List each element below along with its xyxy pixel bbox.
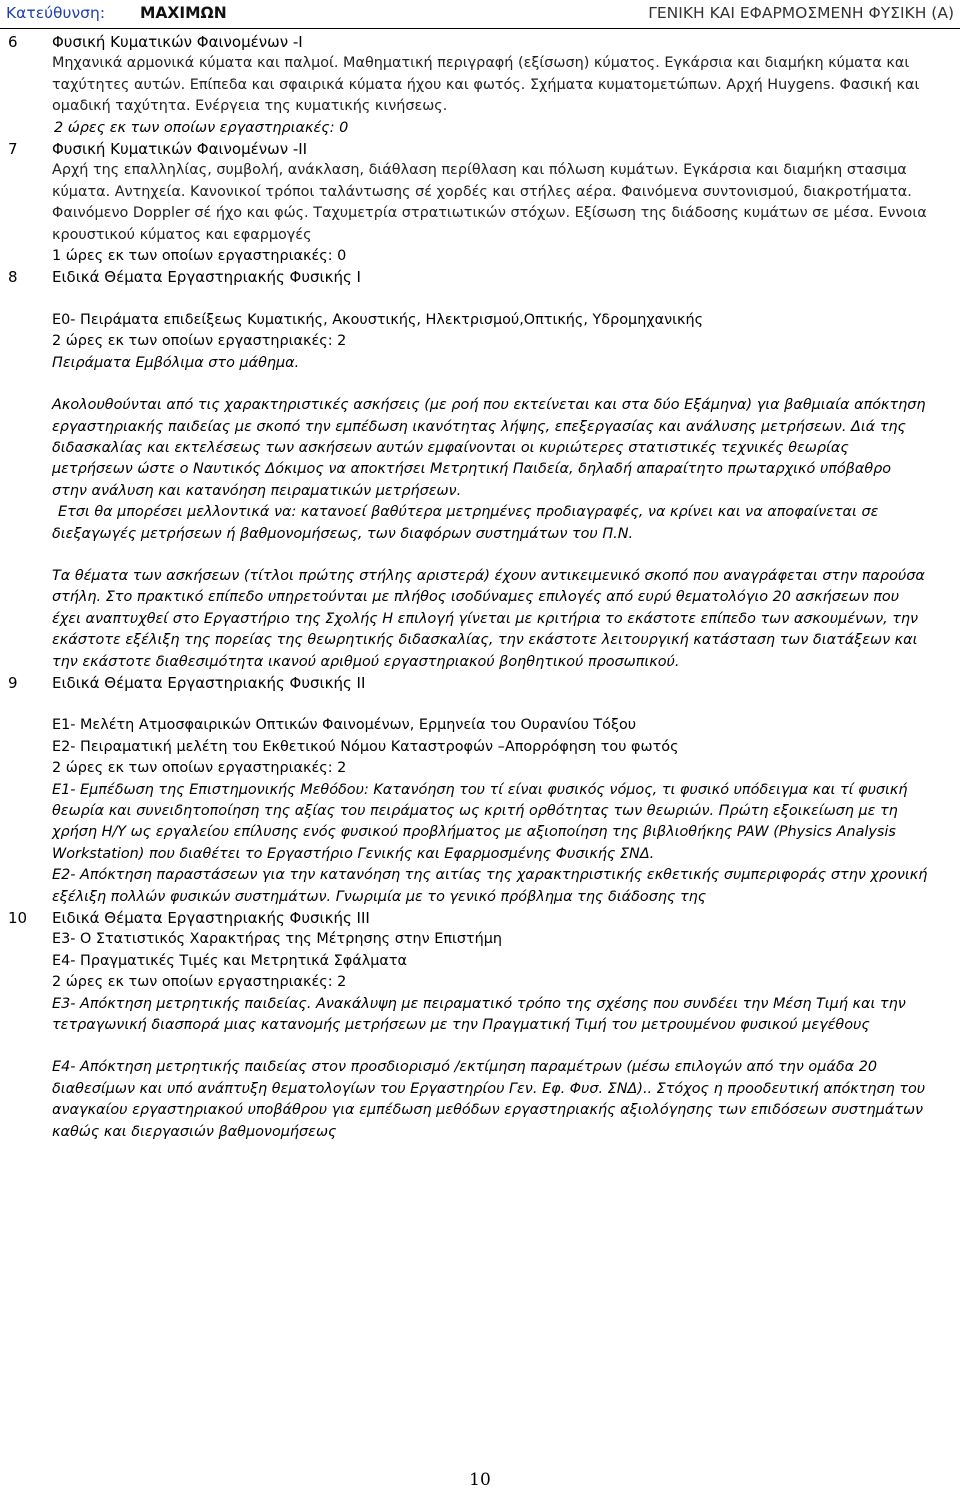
item-number: 9 [8, 673, 18, 692]
item-number: 10 [8, 909, 28, 928]
item-hours: 2 ώρες εκ των οποίων εργαστηριακές: 0 [54, 119, 349, 136]
experiment-e1: Ε1- Μελέτη Ατμοσφαιρικών Οπτικών Φαινομένων, Ερμηνεία του Ουρανίου Τόξου [52, 717, 637, 734]
direction-label: Κατεύθυνση: [6, 4, 106, 22]
syllabus-item-9 [0, 673, 960, 908]
item-title: Ειδικά Θέματα Εργαστηριακής Φυσικής III [52, 909, 370, 928]
item-hours: 2 ώρες εκ των οποίων εργαστηριακές: 2 [52, 333, 347, 350]
item-description: Μηχανικά αρμονικά κύματα και παλμοί. Μαθηματική περιγραφή (εξίσωση) κύματος. Εγκάρσια και διαμήκη κύματα και ταχύτητες αυτών. Επίπεδα και σφαιρικά κύματα ήχου και φωτός. Σχήματα κυματομετώπων. Αρχή Huygens. Φασική και ομαδική ταχύτητα. Ενέργεια της κυματικής κινήσεως. [52, 55, 920, 115]
syllabus-item-8 [0, 267, 960, 673]
syllabus-content [0, 32, 960, 1143]
experiment-e4-description: Ε4- Απόκτηση μετρητικής παιδείας στον προσδιορισμό /εκτίμηση παραμέτρων (μέσω επιλογών από την ομάδα 20 διαθεσίμων και υπό ανάπτυξη θεματολογίων του Εργαστηρίου Γεν. Εφ. Φυσ. ΣΝΔ).. Στόχος η προοδευτική απόκτηση του αναγκαίου εργαστηριακού υποβάθρου για εμπέδωση μεθόδων εργαστηριακής αξιολόγησης των επιδόσεων συστημάτων καθώς και διεργασιών βαθμονομήσεως [52, 1059, 926, 1140]
item-note: Πειράματα Εμβόλιμα στο μάθημα. [52, 354, 300, 371]
item-hours: 2 ώρες εκ των οποίων εργαστηριακές: 2 [52, 760, 347, 777]
item-hours: 2 ώρες εκ των οποίων εργαστηριακές: 2 [52, 974, 347, 991]
experiment-e2-description: Ε2- Απόκτηση παραστάσεων για την κατανόηση της αιτίας της χαρακτηριστικής εκθετικής συμπεριφοράς στην χρονική εξέλιξη πολλών φυσικών συστημάτων. Γνωριμία με το γενικό πρόβλημα της διάδοσης της [52, 867, 928, 905]
experiment-e4: Ε4- Πραγματικές Τιμές και Μετρητικά Σφάλματα [52, 952, 408, 969]
methodology-paragraph: Ακολουθούνται από τις χαρακτηριστικές ασκήσεις (με ροή που εκτείνεται και στα δύο Εξάμηνα) για βαθμιαία απόκτηση εργαστηριακής παιδείας με σκοπό την εμπέδωση ικανότητας λήψης, επεξεργασίας και ανάλυσης μετρήσεων. Διά της διδασκαλίας και εκτελέσεως των ασκήσεων αυτών εμφαίνονται οι κυριώτερες στατιστικές τεχνικές θεωρίας μετρήσεων ώστε ο Ναυτικός Δόκιμος να αποκτήσει Μετρητική Παιδεία, δηλαδή απαραίτητο πρωταρχικό υπόβαθρο στην ανάλυση και κατανόηση πειραματικών μετρήσεων. [52, 397, 926, 499]
experiment-e2: Ε2- Πειραματική μελέτη του Εκθετικού Νόμου Καταστροφών –Απορρόφηση του φωτός [52, 738, 679, 755]
page-header [0, 0, 960, 29]
syllabus-item-10 [0, 908, 960, 1143]
item-number: 7 [8, 140, 18, 159]
direction-value: ΜΑΧΙΜΩΝ [140, 4, 227, 22]
item-title: Ειδικά Θέματα Εργαστηριακής Φυσικής II [52, 673, 366, 692]
exercise-topics-paragraph: Τα θέματα των ασκήσεων (τίτλοι πρώτης στήλης αριστερά) έχουν αντικειμενικό σκοπό που αναγράφεται στην παρούσα στήλη. Στο πρακτικό επίπεδο υπηρετούνται με πλήθος ισοδύναμες επιλογές από ευρύ θεματολόγιο 20 ασκήσεων που έχει αναπτυχθεί στο Εργαστήριο της Σχολής Η επιλογή γίνεται με κριτήρια το εκάστοτε επίπεδο των ασκουμένων, την εκάστοτε εξέλιξη της πορείας της θεωρητικής διδασκαλίας, την εκάστοτε λειτουργική κατάσταση των διατάξεων και την εκάστοτε διαθεσιμότητα ικανού αριθμού εργαστηριακού βοηθητικού προσωπικού. [52, 567, 925, 670]
item-number: 8 [8, 268, 18, 287]
page-number: 10 [469, 1470, 491, 1490]
item-number: 6 [8, 33, 18, 51]
syllabus-item-7 [0, 139, 960, 267]
syllabus-item-6 [0, 32, 960, 139]
item-hours: 1 ώρες εκ των οποίων εργαστηριακές: 0 [52, 248, 347, 265]
item-title: Ειδικά Θέματα Εργαστηριακής Φυσικής I [52, 268, 361, 287]
methodology-paragraph-outcome: Ετσι θα μπορέσει μελλοντικά να: κατανοεί βαθύτερα μετρημένες προδιαγραφές, να κρίνει και να αποφαίνεται σε διεξαγωγές μετρήσεων ή βαθμονομήσεως, των διαφόρων συστημάτων του Π.Ν. [52, 504, 879, 542]
experiment-e1-description: Ε1- Εμπέδωση της Επιστημονικής Μεθόδου: Κατανόηση του τί είναι φυσικός νόμος, τι φυσικό υπόδειγμα και τί φυσική θεωρία και συνειδητοποίηση της αξίας του πειράματος ως κριτή ορθότητας των θεωριών. Πρώτη εξοικείωση με τη χρήση Η/Υ ως εργαλείου επίλυσης ενός φυσικού προβλήματος με αξιοποίηση της βιβλιοθήκης PAW (Physics Analysis Workstation) που διαθέτει το Εργαστήριο Γενικής και Εφαρμοσμένης Φυσικής ΣΝΔ. [52, 781, 908, 862]
item-title: Φυσική Κυματικών Φαινομένων -I [52, 33, 303, 51]
item-title: Φυσική Κυματικών Φαινομένων -II [52, 140, 308, 159]
item-description: Αρχή της επαλληλίας, συμβολή, ανάκλαση, διάθλαση περίθλαση και πόλωση κυμάτων. Εγκάρσια και διαμήκη στασιμα κύματα. Αντηχεία. Κανονικοί τρόποι ταλάντωσης σέ χορδές και στήλες αέρα. Φαινόμενα συντονισμού, διακροτήματα. Φαινόμενο Doppler σέ ήχο και φώς. Ταχυμετρία στρατιωτικών στόχων. Εξίσωση της διάδοσης κυμάτων σε μέσα. Εννοια κρουστικού κύματος και εφαρμογές [52, 162, 927, 243]
course-title: ΓΕΝΙΚΗ ΚΑΙ ΕΦΑΡΜΟΣΜΕΝΗ ΦΥΣΙΚΗ (Α) [648, 4, 954, 22]
experiment-e0: Ε0- Πειράματα επιδείξεως Κυματικής, Ακουστικής, Ηλεκτρισμού,Οπτικής, Υδρομηχανικής [52, 311, 704, 328]
experiment-e3: Ε3- Ο Στατιστικός Χαρακτήρας της Μέτρησης στην Επιστήμη [52, 931, 503, 948]
experiment-e3-description: Ε3- Απόκτηση μετρητικής παιδείας. Ανακάλυψη με πειραματικό τρόπο της σχέσης που συνδέει την Μέση Τιμή και την τετραγωνική διασπορά μιας κατανομής μετρήσεων με την Πραγματική Τιμή του μετρουμένου φυσικού μεγέθους [52, 995, 906, 1034]
